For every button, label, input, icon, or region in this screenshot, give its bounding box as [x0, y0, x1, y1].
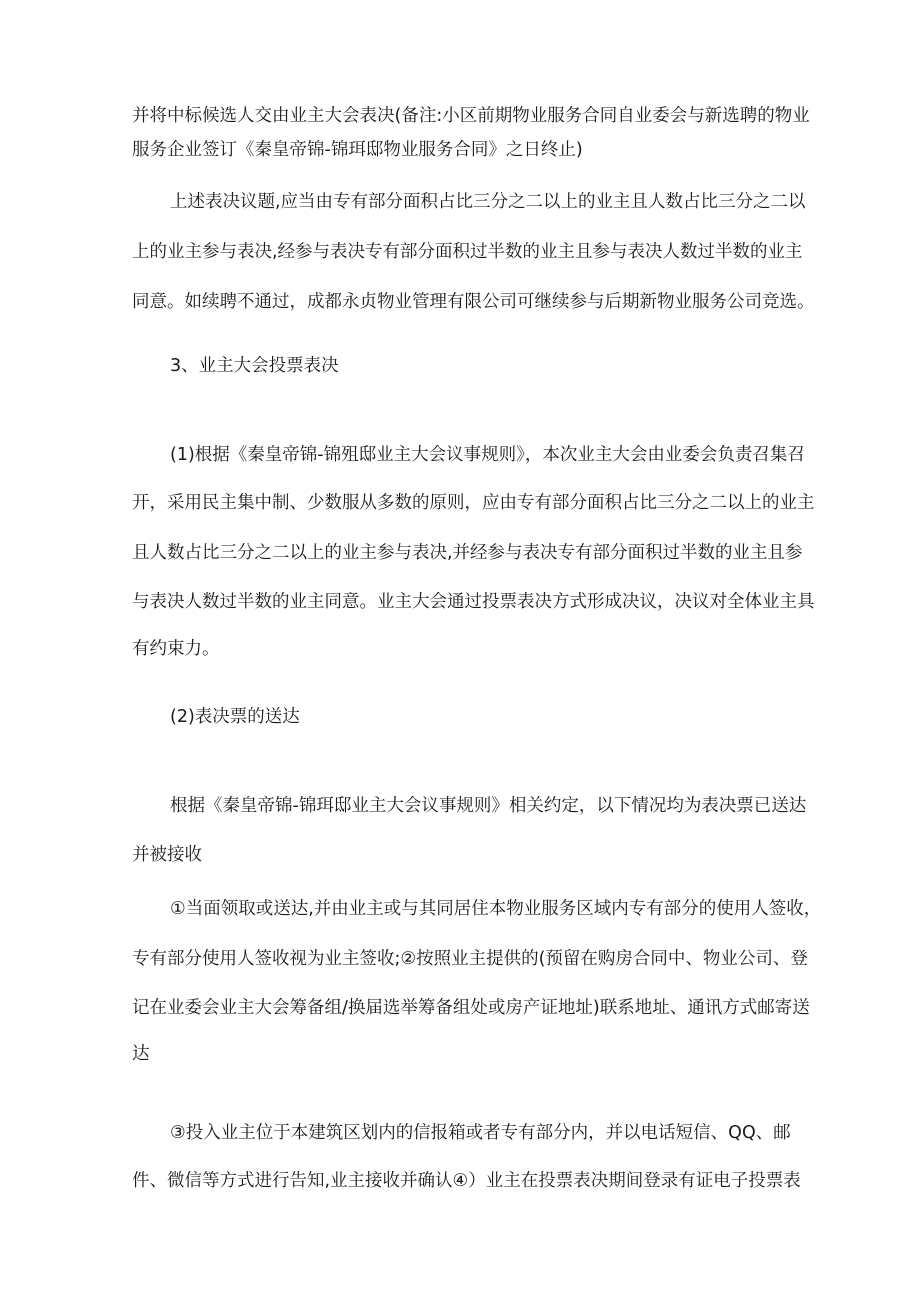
text-line: 根据《秦皇帝锦-锦珥邸业主大会议事规则》相关约定，以下情况均为表决票已送达: [170, 796, 807, 816]
section-heading: 3、业主大会投票表决: [170, 356, 339, 376]
text-line: 有约束力。: [132, 639, 220, 659]
subsection-heading: (2)表决票的送达: [170, 707, 300, 727]
text-line: 并被接收: [132, 845, 202, 865]
text-line: 上述表决议题,应当由专有部分面积占比三分之二以上的业主且人数占比三分之二以: [170, 192, 806, 212]
text-line: 服务企业签订《秦皇帝锦-锦珥邸物业服务合同》之日终止): [132, 140, 583, 160]
text-line: (1)根据《秦皇帝锦-锦殂邸业主大会议事规则》，本次业主大会由业委会负责召集召: [170, 445, 805, 465]
text-line: 专有部分使用人签收视为业主签收;②按照业主提供的(预留在购房合同中、物业公司、登: [132, 949, 808, 969]
text-line: 同意。如续聘不通过，成都永贞物业管理有限公司可继续参与后期新物业服务公司竞选。: [132, 292, 815, 312]
text-line: 达: [132, 1044, 150, 1064]
text-line: ③投入业主位于本建筑区划内的信报箱或者专有部分内，并以电话短信、QQ、邮: [170, 1123, 791, 1143]
text-line: 件、微信等方式进行告知,业主接收并确认④）业主在投票表决期间登录有证电子投票表: [132, 1171, 801, 1191]
text-line: 开，采用民主集中制、少数服从多数的原则，应由专有部分面积占比三分之二以上的业主: [132, 493, 815, 513]
text-line: ①当面领取或送达,并由业主或与其同居住本物业服务区域内专有部分的使用人签收，: [170, 899, 822, 919]
text-line: 上的业主参与表决,经参与表决专有部分面积过半数的业主且参与表决人数过半数的业主: [132, 242, 803, 262]
text-line: 并将中标候选人交由业主大会表决(备注:小区前期物业服务合同自业委会与新选聘的物业: [132, 106, 810, 126]
text-line: 且人数占比三分之二以上的业主参与表决,并经参与表决专有部分面积过半数的业主且参: [132, 543, 803, 563]
text-line: 记在业委会业主大会筹备组/换届选举筹备组处或房产证地址)联系地址、通讯方式邮寄送: [132, 998, 810, 1018]
text-line: 与表决人数过半数的业主同意。业主大会通过投票表决方式形成决议，决议对全体业主具: [132, 592, 815, 612]
